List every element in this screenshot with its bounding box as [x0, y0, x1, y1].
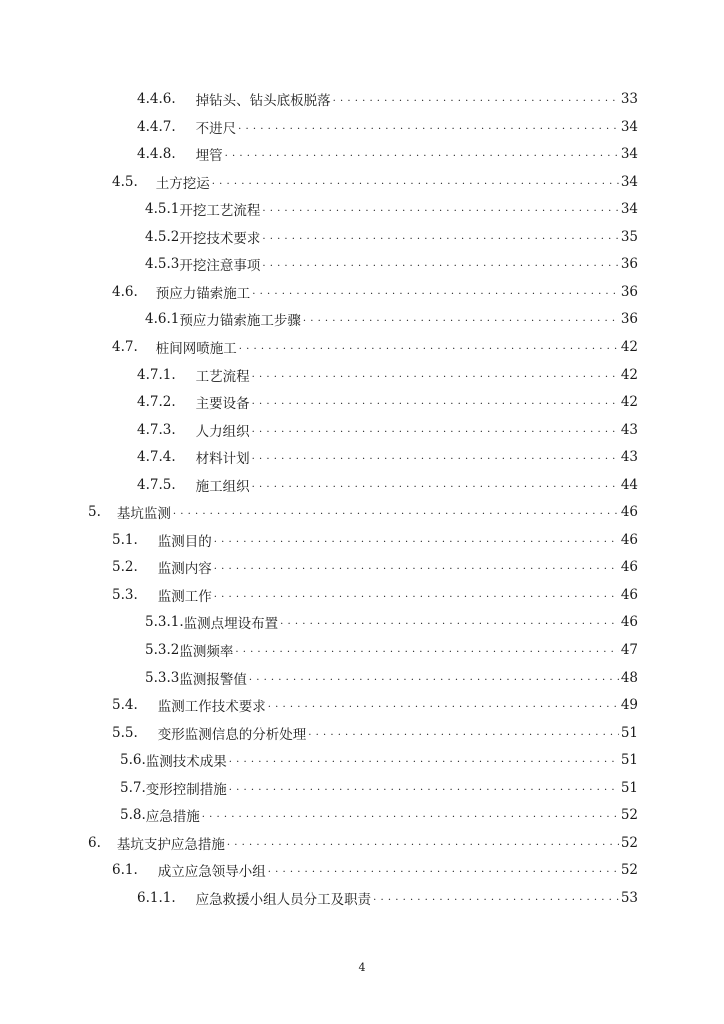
toc-entry-number: 4.6. [112, 283, 138, 300]
toc-entry[interactable] [145, 667, 638, 689]
toc-dot-leader [225, 143, 619, 165]
toc-dot-leader [303, 308, 619, 330]
toc-dot-leader [214, 584, 619, 606]
toc-entry-title: 人力组织 [195, 423, 250, 440]
toc-entry[interactable] [112, 859, 638, 881]
toc-entry[interactable] [112, 556, 638, 578]
toc-entry-number: 6.1. [112, 862, 138, 879]
toc-entry-page: 35 [620, 228, 638, 245]
toc-entry-title: 开挖工艺流程 [179, 203, 261, 220]
toc-entry[interactable] [112, 281, 638, 303]
toc-entry-title: 变形监测信息的分析处理 [157, 726, 307, 743]
toc-entry-title: 监测工作 [157, 588, 212, 605]
toc-dot-leader [252, 281, 619, 303]
toc-entry-number: 5.4. [112, 697, 138, 714]
toc-entry[interactable] [137, 116, 638, 138]
toc-entry[interactable] [112, 336, 638, 358]
toc-dot-leader [239, 336, 619, 358]
toc-dot-leader [229, 749, 619, 771]
toc-entry-page: 42 [620, 366, 638, 383]
toc-entry[interactable] [137, 364, 638, 386]
toc-dot-leader [202, 804, 619, 826]
toc-entry-page: 43 [620, 449, 638, 466]
toc-entry-title: 工艺流程 [195, 368, 250, 385]
toc-entry[interactable] [145, 198, 638, 220]
toc-entry-page: 49 [620, 697, 638, 714]
toc-entry-number: 4.6.1 [145, 311, 180, 328]
toc-entry[interactable] [112, 694, 638, 716]
toc-dot-leader [214, 529, 619, 551]
toc-dot-leader [333, 88, 619, 110]
toc-entry-number: 4.4.7. [137, 118, 176, 135]
toc-entry-number: 6.1.1. [137, 889, 176, 906]
toc-entry[interactable] [145, 611, 638, 633]
toc-dot-leader [262, 198, 618, 220]
toc-dot-leader [280, 611, 619, 633]
toc-entry-number: 5.1. [112, 531, 138, 548]
toc-entry[interactable] [120, 804, 638, 826]
toc-entry-title: 掉钻头、钻头底板脱落 [195, 93, 331, 109]
toc-entry[interactable] [137, 446, 638, 468]
toc-entry-title: 监测技术成果 [145, 754, 227, 771]
toc-dot-leader [235, 639, 618, 661]
toc-dot-leader [252, 419, 619, 441]
toc-entry[interactable] [88, 501, 638, 523]
toc-entry-page: 36 [620, 283, 638, 300]
toc-entry-page: 51 [620, 779, 638, 796]
toc-entry-page: 46 [620, 504, 638, 521]
toc-entry[interactable] [112, 529, 638, 551]
toc-dot-leader [214, 556, 619, 578]
toc-entry-title: 监测报警值 [179, 671, 247, 688]
toc-entry-number: 4.7.5. [137, 476, 176, 493]
toc-entry-title: 监测内容 [157, 561, 212, 578]
toc-entry-title: 监测工作技术要求 [157, 699, 266, 716]
toc-entry-number: 5.8. [120, 807, 146, 824]
toc-dot-leader [173, 501, 619, 523]
toc-entry-number: 4.7.3. [137, 421, 176, 438]
toc-entry-number: 5.3.2 [145, 642, 180, 658]
toc-entry-title: 预应力锚索施工 [155, 285, 251, 302]
toc-entry-page: 34 [620, 118, 638, 135]
toc-entry-number: 4.5.1 [145, 201, 180, 218]
toc-entry-title: 基坑支护应急措施 [116, 836, 225, 853]
toc-entry-number: 4.5.2 [145, 228, 180, 245]
toc-entry-page: 36 [620, 256, 638, 273]
toc-entry-title: 成立应急领导小组 [157, 864, 266, 881]
toc-entry-number: 5.5. [112, 724, 138, 741]
toc-dot-leader [238, 116, 619, 138]
toc-entry-title: 埋管 [195, 148, 223, 165]
toc-entry[interactable] [137, 474, 638, 496]
toc-entry[interactable] [137, 391, 638, 413]
toc-dot-leader [373, 887, 619, 909]
toc-entry-page: 34 [620, 201, 638, 218]
toc-entry-number: 5.3.3 [145, 669, 180, 686]
toc-entry-title: 监测目的 [157, 533, 212, 550]
toc-entry-number: 5.7. [120, 779, 146, 796]
toc-dot-leader [308, 722, 619, 744]
toc-entry-number: 4.7.2. [137, 394, 176, 411]
toc-entry-title: 基坑监测 [116, 506, 171, 523]
toc-entry[interactable] [145, 226, 638, 248]
toc-entry[interactable] [145, 253, 638, 275]
toc-entry-title: 应急措施 [145, 809, 200, 826]
toc-entry[interactable] [120, 749, 638, 771]
toc-entry-title: 变形控制措施 [145, 781, 227, 798]
toc-entry-page: 47 [620, 642, 638, 658]
toc-entry[interactable] [88, 832, 638, 854]
toc-dot-leader [252, 446, 619, 468]
toc-entry[interactable] [112, 584, 638, 606]
toc-dot-leader [249, 667, 619, 689]
toc-dot-leader [268, 859, 619, 881]
toc-entry[interactable] [145, 639, 638, 661]
toc-entry-number: 5.2. [112, 559, 138, 576]
toc-entry-page: 33 [620, 91, 638, 107]
toc-entry-page: 52 [620, 834, 638, 851]
toc-entry-page: 51 [620, 724, 638, 741]
toc-entry[interactable] [112, 722, 638, 744]
toc-entry-title: 桩间网喷施工 [155, 340, 237, 357]
toc-entry-page: 34 [620, 146, 638, 163]
toc-entry-page: 42 [620, 338, 638, 355]
toc-entry[interactable] [112, 171, 638, 193]
toc-dot-leader [252, 474, 619, 496]
page-number: 4 [358, 961, 366, 974]
toc-entry-number: 5.3. [112, 586, 138, 603]
toc-entry-page: 52 [620, 807, 638, 824]
toc-entry[interactable] [120, 777, 638, 799]
toc-dot-leader [262, 226, 618, 248]
toc-entry-page: 46 [620, 531, 638, 548]
toc-entry[interactable] [137, 143, 638, 165]
toc-entry-page: 51 [620, 752, 638, 769]
toc-entry-title: 不进尺 [195, 120, 237, 137]
toc-dot-leader [252, 391, 619, 413]
toc-entry[interactable] [137, 887, 638, 909]
toc-entry-title: 材料计划 [195, 451, 250, 468]
toc-dot-leader [268, 694, 619, 716]
toc-entry-page: 43 [620, 421, 638, 438]
toc-entry-number: 5.3.1. [145, 614, 184, 631]
toc-entry-title: 开挖技术要求 [179, 230, 261, 247]
toc-entry[interactable] [137, 419, 638, 441]
toc-entry-title: 土方挖运 [155, 175, 210, 192]
toc-entry-page: 46 [620, 559, 638, 576]
toc-dot-leader [262, 253, 618, 275]
toc-entry-number: 4.4.8. [137, 146, 176, 163]
toc-entry-page: 46 [620, 614, 638, 631]
toc-entry-page: 53 [620, 889, 638, 906]
toc-dot-leader [227, 832, 619, 854]
toc-entry-title: 施工组织 [195, 478, 250, 495]
toc-entry-title: 预应力锚索施工步骤 [179, 313, 301, 330]
toc-dot-leader [212, 171, 619, 193]
toc-entry-number: 4.4.6. [137, 91, 176, 107]
toc-entry-title: 应急救援小组人员分工及职责 [195, 891, 372, 908]
toc-entry-number: 4.5. [112, 173, 138, 190]
toc-entry-number: 4.7.1. [137, 366, 176, 383]
toc-entry-title: 监测频率 [179, 644, 234, 660]
toc-entry[interactable] [137, 88, 638, 110]
toc-entry[interactable] [145, 308, 638, 330]
toc-entry-number: 4.7. [112, 338, 138, 355]
toc-entry-page: 42 [620, 394, 638, 411]
toc-entry-page: 52 [620, 862, 638, 879]
toc-entry-title: 监测点埋设布置 [183, 616, 279, 633]
toc-entry-title: 主要设备 [195, 396, 250, 413]
toc-entry-page: 34 [620, 173, 638, 190]
toc-entry-number: 5. [88, 504, 101, 521]
toc-entry-page: 36 [620, 311, 638, 328]
toc-entry-number: 6. [88, 834, 101, 851]
toc-entry-page: 48 [620, 669, 638, 686]
toc-dot-leader [229, 777, 619, 799]
toc-entry-page: 44 [620, 476, 638, 493]
toc-entry-number: 4.5.3 [145, 256, 180, 273]
toc-entry-number: 4.7.4. [137, 449, 176, 466]
toc-dot-leader [252, 364, 619, 386]
toc-entry-page: 46 [620, 586, 638, 603]
toc-entry-title: 开挖注意事项 [179, 258, 261, 275]
toc-entry-number: 5.6. [120, 752, 146, 769]
